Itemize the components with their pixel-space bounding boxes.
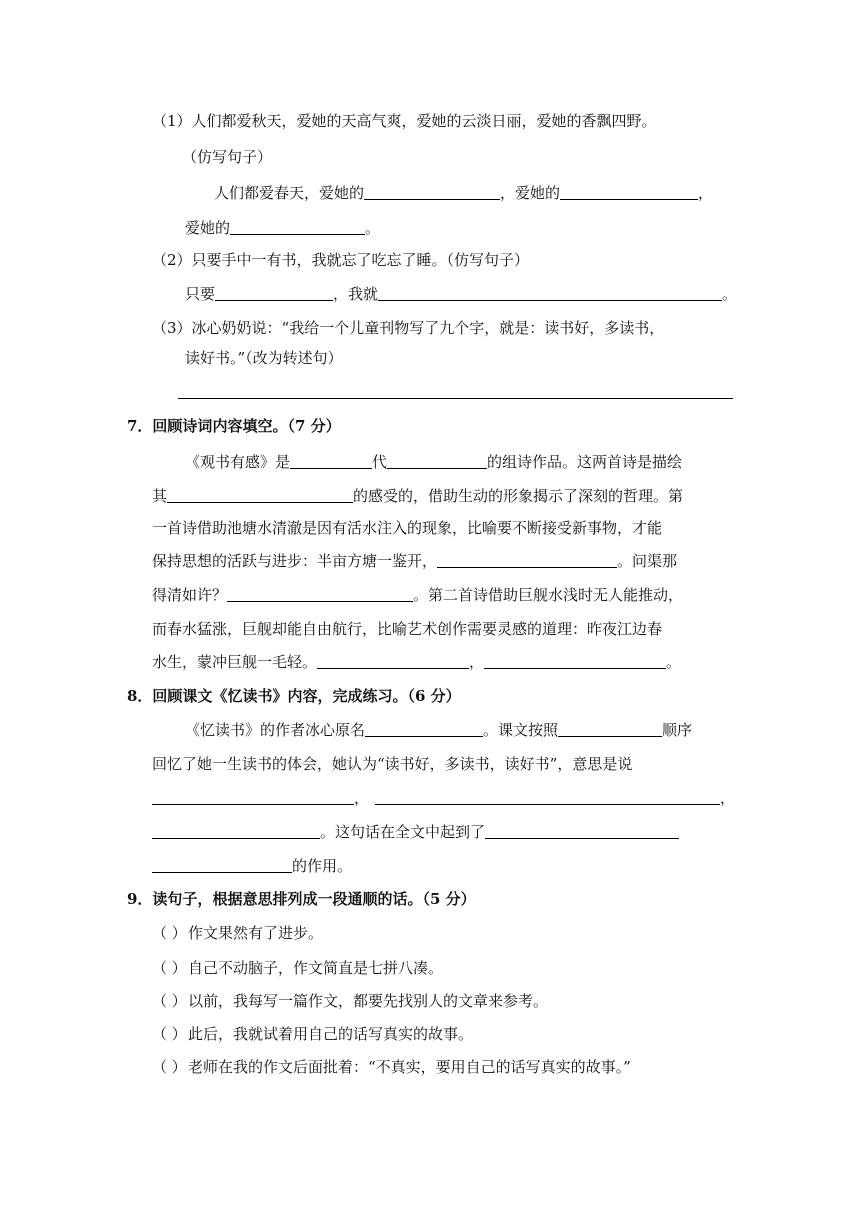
s6-q1-instruction: （仿写句子） [182,148,273,166]
s6-q3-answer-line[interactable] [178,398,733,399]
s6-q3-instruction: 读好书。”（改为转述句） [185,349,343,367]
q8-text-3b: ， [720,789,736,807]
q7-blank-poem-2[interactable] [227,585,413,602]
q9-order-box[interactable]: （ ） [152,992,187,1010]
q8-text-3a: ， [354,789,370,807]
q7-text-1a: 《观书有感》是 [185,453,291,471]
q9-item-text: 自己不动脑子，作文简直是七拼八凑。 [188,959,444,977]
s6-q1-blank-2[interactable] [560,183,698,200]
q7-text-1b: 代 [372,453,388,471]
q7-text-2a: 其 [152,487,168,505]
s6-q2-blank-2[interactable] [378,284,722,301]
q7-blank-dynasty[interactable] [290,452,372,469]
q9-title: 9．读句子，根据意思排列成一段通顺的话。（5 分） [127,890,476,908]
s6-q2-blank-1[interactable] [215,284,333,301]
q9-item-2 [152,958,443,978]
q7-line-2 [152,486,683,506]
q7-text-5b: 。第二首诗借助巨舰水浅时无人能推动， [413,586,684,604]
q7-text-7a: 水生，蒙冲巨舰一毛轻。 [152,653,318,671]
q7-line-5 [152,585,683,605]
q8-line-5 [152,856,352,876]
q9-item-5 [152,1057,631,1077]
q9-order-box[interactable]: （ ） [152,959,187,977]
q8-line-2: 回忆了她一生读书的体会，她认为“读书好，多读书，读好书”，意思是说 [152,755,633,773]
q7-text-7c: 。 [666,653,682,671]
q9-item-text: 以前，我每写一篇作文，都要先找别人的文章来参考。 [188,992,549,1010]
q9-item-1 [152,923,323,943]
q8-blank-role-1[interactable] [485,822,679,839]
q7-text-4a: 保持思想的活跃与进步：半亩方塘一鉴开， [152,552,438,570]
q7-blank-poem-3[interactable] [317,652,469,669]
q8-blank-meaning-1[interactable] [152,788,354,805]
s6-q2-text-2: ，我就 [333,285,379,303]
q7-blank-poem-1[interactable] [437,551,617,568]
s6-q1-text-5: 。 [365,219,381,237]
q7-blank-feeling[interactable] [167,486,353,503]
q7-line-6: 而春水猛涨，巨舰却能自由航行，比喻艺术创作需要灵感的道理：昨夜江边春 [152,620,663,638]
q9-item-text: 作文果然有了进步。 [188,924,324,942]
q7-blank-author[interactable] [387,452,487,469]
q7-line-7 [152,652,681,672]
q9-order-box[interactable]: （ ） [152,1058,187,1076]
s6-q2-text-3: 。 [722,285,738,303]
q9-order-box[interactable]: （ ） [152,1025,187,1043]
s6-q1-answer-line-1 [214,183,713,203]
s6-q1-text-4: 爱她的 [185,219,231,237]
q9-order-box[interactable]: （ ） [152,924,187,942]
q8-title: 8．回顾课文《忆读书》内容，完成练习。（6 分） [127,687,461,705]
q9-item-text: 老师在我的作文后面批着：“不真实，要用自己的话写真实的故事。” [188,1058,631,1076]
q8-blank-meaning-2[interactable] [375,788,720,805]
q8-text-1b: 。课文按照 [483,721,559,739]
q9-item-text: 此后，我就试着用自己的话写真实的故事。 [188,1025,474,1043]
q7-line-1 [185,452,682,472]
q7-text-4b: 。问渠那 [617,552,678,570]
s6-q1-prompt: 人们都爱春天，爱她的 [214,184,365,202]
s6-q2-sentence: （2）只要手中一有书，我就忘了吃忘了睡。（仿写句子） [152,251,530,269]
s6-q1-text-2: ，爱她的 [500,184,561,202]
q8-blank-meaning-3[interactable] [152,822,320,839]
q8-text-5: 的作用。 [292,857,353,875]
q8-line-4 [152,822,679,842]
q7-text-2b: 的感受的，借助生动的形象揭示了深刻的哲理。第 [353,487,684,505]
s6-q1-blank-3[interactable] [230,218,365,235]
q7-text-7b: ， [469,653,485,671]
s6-q2-answer-line [185,284,737,304]
q8-line-1 [185,720,692,740]
q9-item-4 [152,1024,473,1044]
s6-q1-text-3: ， [698,184,714,202]
q7-text-5a: 得清如许？ [152,586,228,604]
s6-q1-blank-1[interactable] [364,183,500,200]
q7-text-1c: 的组诗作品。这两首诗是描绘 [487,453,683,471]
q7-blank-poem-4[interactable] [484,652,666,669]
q8-blank-role-2[interactable] [152,856,292,873]
s6-q1-answer-line-2 [185,218,380,238]
q9-item-3 [152,991,548,1011]
q8-text-4a: 。这句话在全文中起到了 [320,823,486,841]
q7-title: 7．回顾诗词内容填空。（7 分） [127,417,341,435]
s6-q1-sentence: （1）人们都爱秋天，爱她的天高气爽，爱她的云淡日丽，爱她的香飘四野。 [152,112,657,130]
q7-line-4 [152,551,677,571]
q8-text-1c: 顺序 [662,721,693,739]
q7-line-3: 一首诗借助池塘水清澈是因有活水注入的现象，比喻要不断接受新事物，才能 [152,519,663,537]
q8-blank-original-name[interactable] [365,720,483,737]
s6-q3-sentence: （3）冰心奶奶说：“我给一个儿童刊物写了九个字，就是：读书好，多读书， [152,319,665,337]
q8-line-3 [152,788,735,808]
q8-blank-order[interactable] [558,720,662,737]
s6-q2-text-1: 只要 [185,285,216,303]
q8-text-1a: 《忆读书》的作者冰心原名 [185,721,366,739]
